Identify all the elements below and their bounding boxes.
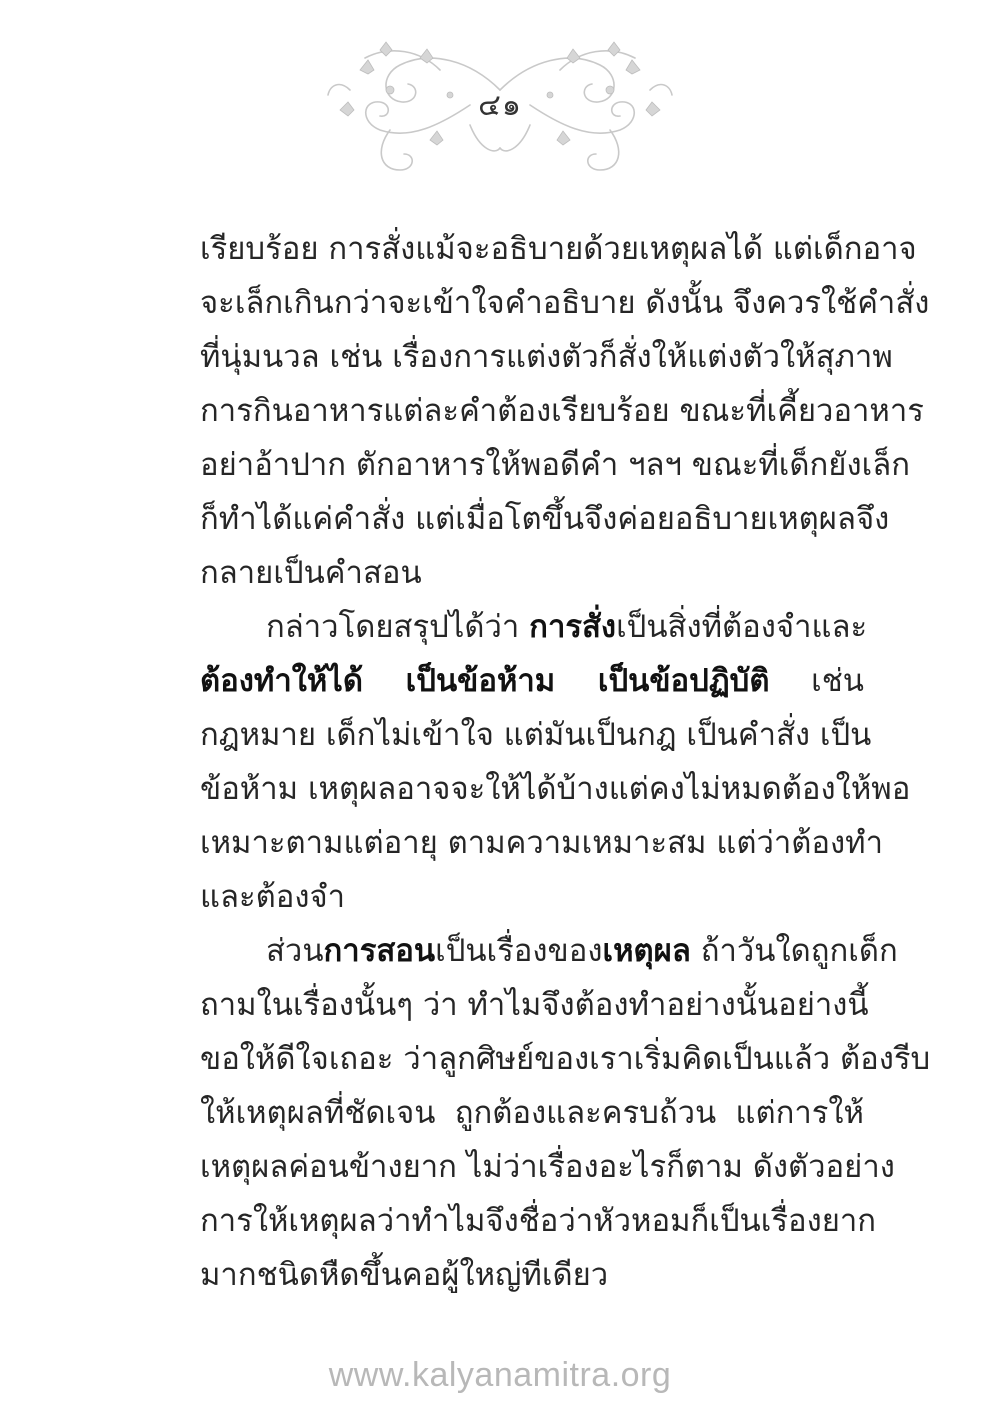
text-run: ถ้าวันใดถูกเด็ก bbox=[690, 933, 898, 969]
text-line: การให้เหตุผลว่าทำไมจึงชื่อว่าหัวหอมก็เป็นเรื่องยาก bbox=[200, 1203, 877, 1239]
text-run: กล่าวโดยสรุปได้ว่า bbox=[266, 609, 530, 645]
text-line: เรียบร้อย การสั่งแม้จะอธิบายด้วยเหตุผลได้ แต่เด็กอาจ bbox=[200, 231, 917, 267]
text-run: เป็นสิ่งที่ต้องจำและ bbox=[616, 609, 868, 645]
text-line: ก็ทำได้แค่คำสั่ง แต่เมื่อโตขึ้นจึงค่อยอธิบายเหตุผลจึง bbox=[200, 501, 890, 537]
text-line: เหตุผลค่อนข้างยาก ไม่ว่าเรื่องอะไรก็ตาม ดังตัวอย่าง bbox=[200, 1149, 895, 1185]
body-text bbox=[200, 222, 931, 1302]
text-line: จะเล็กเกินกว่าจะเข้าใจคำอธิบาย ดังนั้น จึงควรใช้คำสั่ง bbox=[200, 285, 930, 321]
text-line: ที่นุ่มนวล เช่น เรื่องการแต่งตัวก็สั่งให้แต่งตัวให้สุภาพ bbox=[200, 339, 893, 375]
text-line bbox=[200, 654, 864, 708]
text-line bbox=[200, 600, 868, 654]
text-line: และต้องจำ bbox=[200, 879, 346, 915]
bold-term: การสอน bbox=[323, 933, 436, 969]
bold-term: ต้องทำให้ได้ เป็นข้อห้าม เป็นข้อปฏิบัติ bbox=[200, 663, 770, 699]
text-line: ข้อห้าม เหตุผลอาจจะให้ได้บ้างแต่คงไม่หมดต้องให้พอ bbox=[200, 771, 911, 807]
text-line: มากชนิดหืดขึ้นคอผู้ใหญ่ทีเดียว bbox=[200, 1257, 609, 1293]
text-run: ส่วน bbox=[266, 933, 324, 969]
text-run: เป็นเรื่องของ bbox=[435, 933, 603, 969]
text-line: เหมาะตามแต่อายุ ตามความเหมาะสม แต่ว่าต้องทำ bbox=[200, 825, 883, 861]
text-line: อย่าอ้าปาก ตักอาหารให้พอดีคำ ฯลฯ ขณะที่เด็กยังเล็ก bbox=[200, 447, 910, 483]
text-line: ให้เหตุผลที่ชัดเจน ถูกต้องและครบถ้วน แต่การให้ bbox=[200, 1095, 864, 1131]
text-line: กฎหมาย เด็กไม่เข้าใจ แต่มันเป็นกฎ เป็นคำสั่ง เป็น bbox=[200, 717, 872, 753]
footer-website-url: www.kalyanamitra.org bbox=[328, 1356, 672, 1394]
bold-term: เหตุผล bbox=[602, 933, 691, 969]
text-line: กลายเป็นคำสอน bbox=[200, 555, 422, 591]
text-line: ขอให้ดีใจเถอะ ว่าลูกศิษย์ของเราเริ่มคิดเป็นแล้ว ต้องรีบ bbox=[200, 1041, 931, 1077]
page-number: ๔๑ bbox=[478, 88, 522, 123]
text-line bbox=[200, 924, 898, 978]
text-run: เช่น bbox=[769, 663, 864, 699]
text-line: ถามในเรื่องนั้นๆ ว่า ทำไมจึงต้องทำอย่างนั้นอย่างนี้ bbox=[200, 987, 869, 1023]
bold-term: การสั่ง bbox=[529, 609, 617, 645]
text-line: การกินอาหารแต่ละคำต้องเรียบร้อย ขณะที่เคี้ยวอาหาร bbox=[200, 393, 924, 429]
